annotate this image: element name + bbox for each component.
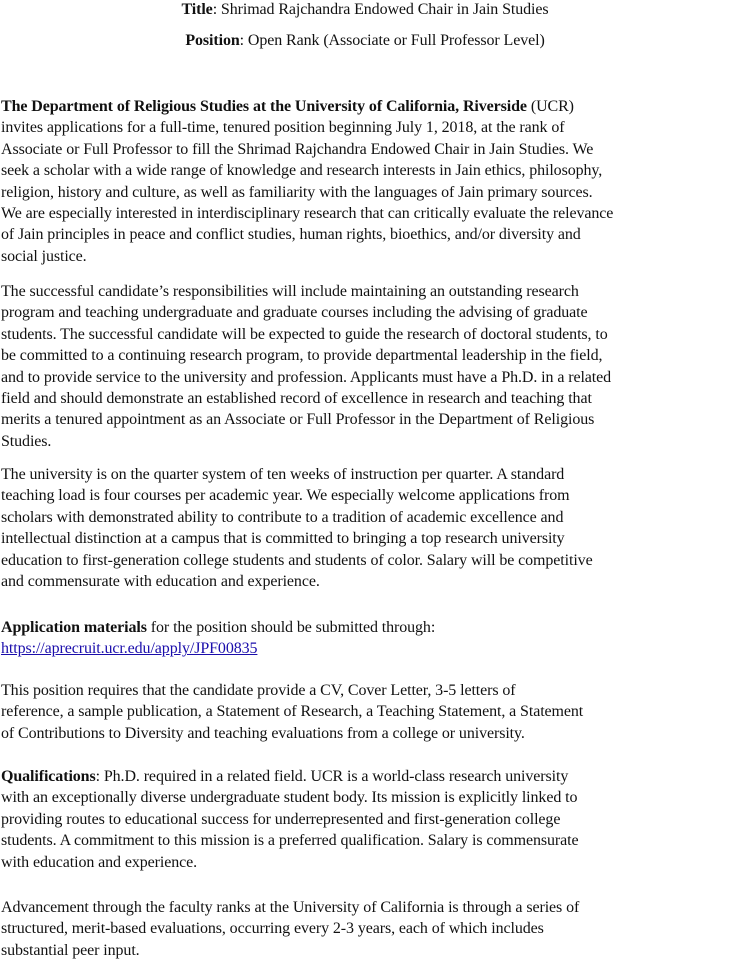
text-line: structured, merit-based evaluations, occurring every 2-3 years, each of which includes <box>1 920 544 938</box>
text-line: education to first-generation college students and students of color. Salary will be competitive <box>1 551 593 569</box>
text-line: Studies. <box>1 432 52 450</box>
position-line <box>0 31 730 51</box>
text-line: scholars with demonstrated ability to contribute to a tradition of academic excellence and <box>1 508 564 526</box>
requirements-paragraph <box>1 680 730 744</box>
text-line: field and should demonstrate an established record of excellence in research and teaching that <box>1 389 592 407</box>
university-paragraph <box>1 464 730 592</box>
text-line: social justice. <box>1 247 87 265</box>
position-label: Position <box>185 32 240 49</box>
application-paragraph <box>1 617 730 660</box>
text-line: substantial peer input. <box>1 941 140 959</box>
title-line <box>0 0 730 20</box>
text-line: reference, a sample publication, a Statement of Research, a Teaching Statement, a Statement <box>1 703 584 721</box>
text-line <box>1 766 730 787</box>
text-line: be committed to a continuing research program, to provide departmental leadership in the field, <box>1 347 603 365</box>
text-line: of Jain principles in peace and conflict studies, human rights, bioethics, and/or diversity and <box>1 226 581 244</box>
application-link[interactable]: https://aprecruit.ucr.edu/apply/JPF00835 <box>1 640 258 658</box>
text-line: students. A commitment to this mission is a preferred qualification. Salary is commensurate <box>1 832 579 850</box>
text-line: teaching load is four courses per academic year. We especially welcome applications from <box>1 487 570 505</box>
text-line: merits a tenured appointment as an Associate or Full Professor in the Department of Religious <box>1 411 595 429</box>
text-fragment: : Ph.D. required in a related field. UCR is a world-class research university <box>95 768 569 785</box>
responsibilities-paragraph <box>1 281 730 452</box>
text-line: of Contributions to Diversity and teaching evaluations from a college or university. <box>1 724 525 742</box>
text-line: with an exceptionally diverse undergraduate student body. Its mission is explicitly linked to <box>1 789 578 807</box>
text-line: The successful candidate’s responsibilities will include maintaining an outstanding research <box>1 283 579 300</box>
department-bold: The Department of Religious Studies at the University of California, Riverside <box>1 98 527 115</box>
text-line: intellectual distinction at a campus that is committed to bringing a top research university <box>1 530 565 548</box>
text-line: Associate or Full Professor to fill the Shrimad Rajchandra Endowed Chair in Jain Studies. We <box>1 140 594 158</box>
text-fragment: (UCR) <box>526 98 574 115</box>
text-line <box>1 617 730 638</box>
text-line: and commensurate with education and experience. <box>1 572 320 590</box>
qualifications-bold: Qualifications <box>1 768 96 785</box>
advancement-paragraph <box>1 897 730 961</box>
text-line: invites applications for a full-time, tenured position beginning July 1, 2018, at the rank of <box>1 119 565 137</box>
text-fragment: for the position should be submitted through: <box>146 619 436 636</box>
text-line: program and teaching undergraduate and graduate courses including the advising of graduate <box>1 304 588 322</box>
qualifications-paragraph <box>1 766 730 873</box>
text-line: providing routes to educational success for underrepresented and first-generation college <box>1 810 561 828</box>
text-line: students. The successful candidate will be expected to guide the research of doctoral students, to <box>1 325 608 343</box>
text-line: Advancement through the faculty ranks at the University of California is through a series of <box>1 899 580 916</box>
text-line: seek a scholar with a wide range of knowledge and research interests in Jain ethics, philosophy, <box>1 162 603 180</box>
text-line: This position requires that the candidate provide a CV, Cover Letter, 3-5 letters of <box>1 682 516 699</box>
text-line <box>1 638 730 659</box>
position-value: : Open Rank (Associate or Full Professor Level) <box>239 32 545 49</box>
text-line: and to provide service to the university and profession. Applicants must have a Ph.D. in a related <box>1 368 612 386</box>
text-line: with education and experience. <box>1 853 198 871</box>
text-line: religion, history and culture, as well as familiarity with the languages of Jain primary sources. <box>1 183 593 201</box>
text-line: The university is on the quarter system of ten weeks of instruction per quarter. A standard <box>1 466 565 483</box>
title-value: : Shrimad Rajchandra Endowed Chair in Jain Studies <box>212 1 549 18</box>
intro-paragraph <box>1 96 730 267</box>
application-bold: Application materials <box>1 619 147 636</box>
title-label: Title <box>181 1 213 18</box>
text-line <box>1 96 730 117</box>
text-line: We are especially interested in interdisciplinary research that can critically evaluate the relevance <box>1 204 614 222</box>
